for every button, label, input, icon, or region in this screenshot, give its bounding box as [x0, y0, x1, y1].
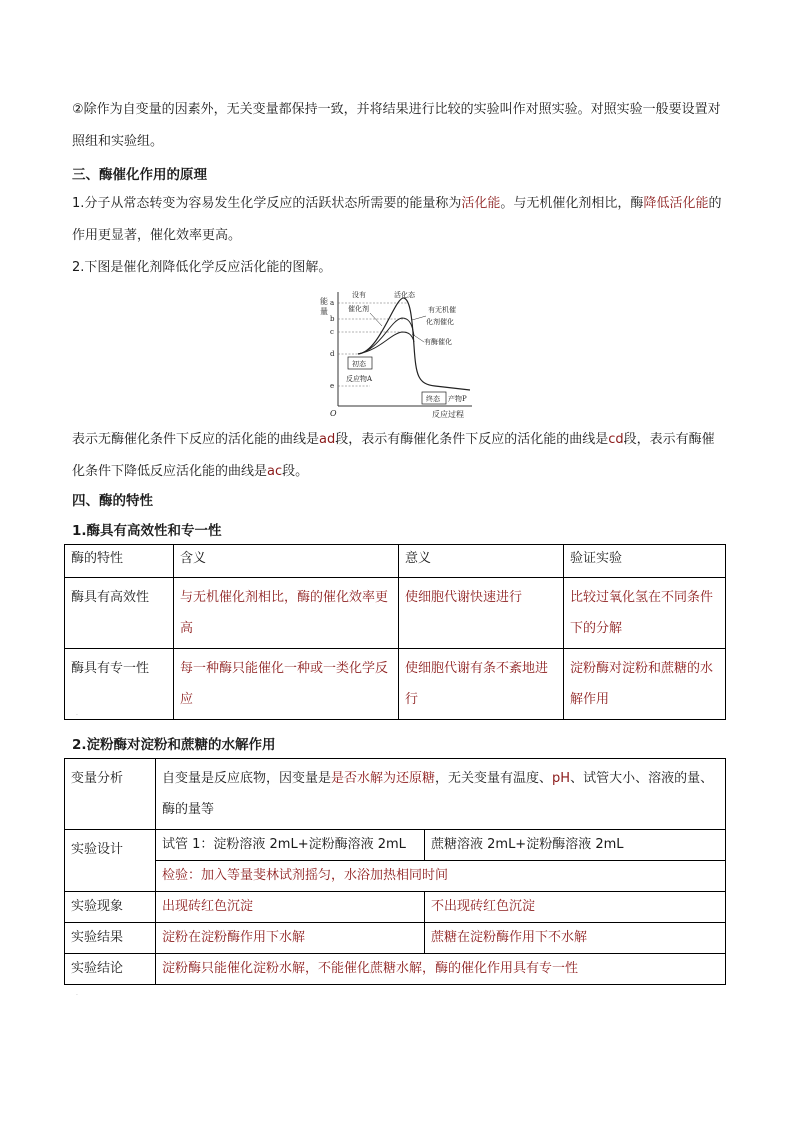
tick-c: c — [330, 328, 334, 336]
y-axis-label-1: 能 — [320, 297, 328, 306]
paragraph-figure-explanation — [72, 424, 724, 488]
table-cell: 淀粉在淀粉酶作用下水解 — [156, 923, 425, 954]
tick-b: b — [330, 315, 335, 323]
table-cell: 比较过氧化氢在不同条件下的分解 — [564, 578, 726, 649]
table-row — [65, 892, 726, 923]
table-cell: 酶具有专一性 — [65, 649, 174, 720]
row-label-phenomenon: 实验现象 — [65, 892, 156, 923]
table-cell: 使细胞代谢快速进行 — [399, 578, 564, 649]
row-label-design: 实验设计 — [65, 830, 156, 892]
text-segment: 表示无酶催化条件下反应的活化能的曲线是 — [72, 432, 320, 447]
table-cell: 酶具有高效性 — [65, 578, 174, 649]
table-row — [65, 759, 726, 830]
leader-no-catalyst — [370, 313, 382, 326]
paragraph-text: ②除作为自变量的因素外，无关变量都保持一致，并将结果进行比较的实验叫作对照实验。对照实验一般要设置对照组和实验组。 — [72, 102, 721, 149]
text-segment: 段。 — [282, 464, 309, 479]
final-state-label: 终态 — [426, 395, 440, 403]
text-segment: 段，表示有酶催化条件下反应的活化能的曲线是 — [335, 432, 609, 447]
enzyme-properties-table — [64, 544, 726, 720]
ph-term: pH — [552, 771, 571, 786]
table-cell-test: 检验：加入等量斐林试剂摇匀，水浴加热相同时间 — [156, 861, 726, 892]
table-header-cell: 验证实验 — [564, 545, 726, 578]
y-axis-label-2: 量 — [320, 307, 328, 316]
segment-cd: cd — [608, 432, 624, 447]
text-segment: 段，表示有酶催化条件下降低反应活化能的曲线是 — [72, 432, 715, 479]
tick-d: d — [330, 350, 335, 358]
table-header-row — [65, 545, 726, 578]
decorative-mark: · — [76, 712, 78, 719]
paragraph-figure-intro — [72, 252, 724, 284]
section-heading-3: 三、酶催化作用的原理 — [72, 167, 207, 183]
section-heading-4: 四、酶的特性 — [72, 493, 153, 509]
subheading-amylase-experiment: 2.淀粉酶对淀粉和蔗糖的水解作用 — [72, 737, 276, 753]
table-row — [65, 861, 726, 892]
inorganic-catalyst-label-1: 有无机催 — [428, 306, 456, 314]
segment-ac: ac — [267, 464, 283, 479]
table-row — [65, 923, 726, 954]
table-cell: 蔗糖溶液 2mL+淀粉酶溶液 2mL — [425, 830, 726, 861]
x-axis-label: 反应过程 — [432, 410, 464, 419]
term-lower-activation-energy: 降低活化能 — [643, 196, 709, 211]
product-label: 产物P — [448, 395, 467, 403]
text-segment: 。与无机催化剂相比，酶 — [500, 196, 644, 211]
table-cell: 与无机催化剂相比，酶的催化效率更高 — [174, 578, 399, 649]
table-cell: 蔗糖在淀粉酶作用下不水解 — [425, 923, 726, 954]
table-cell: 淀粉酶对淀粉和蔗糖的水解作用 — [564, 649, 726, 720]
table-cell: 使细胞代谢有条不紊地进行 — [399, 649, 564, 720]
table-cell: 不出现砖红色沉淀 — [425, 892, 726, 923]
tick-a: a — [330, 299, 335, 307]
text-segment: 1.分子从常态转变为容易发生化学反应的活跃状态所需要的能量称为 — [72, 196, 462, 211]
decorative-mark: · — [76, 992, 78, 999]
table-row — [65, 830, 726, 861]
paragraph-text: 2.下图是催化剂降低化学反应活化能的图解。 — [72, 260, 332, 275]
text-segment: 、试管大小、溶液的量、酶的量等 — [162, 771, 714, 817]
table-cell: 试管 1：淀粉溶液 2mL+淀粉酶溶液 2mL — [156, 830, 425, 861]
subheading-efficiency-specificity: 1.酶具有高效性和专一性 — [72, 523, 222, 539]
inorganic-catalyst-label-2: 化剂催化 — [426, 318, 454, 326]
row-label-conclusion: 实验结论 — [65, 954, 156, 985]
segment-ad: ad — [319, 432, 336, 447]
enzyme-catalyst-label: 有酶催化 — [424, 338, 452, 346]
paragraph-control-experiment — [72, 94, 724, 158]
activation-energy-diagram — [310, 286, 480, 422]
text-segment: 的作用更显著，催化效率更高。 — [72, 196, 722, 243]
term-activation-energy: 活化能 — [461, 196, 501, 211]
table-cell-conclusion: 淀粉酶只能催化淀粉水解，不能催化蔗糖水解，酶的催化作用具有专一性 — [156, 954, 726, 985]
table-header-cell: 含义 — [174, 545, 399, 578]
dependent-variable: 是否水解为还原糖 — [331, 771, 436, 786]
row-label-variables: 变量分析 — [65, 759, 156, 830]
active-state-label: 活化态 — [394, 291, 415, 299]
table-cell-variables — [156, 759, 726, 830]
table-header-cell: 酶的特性 — [65, 545, 174, 578]
table-row — [65, 649, 726, 720]
no-catalyst-label-1: 没有 — [352, 291, 366, 299]
tick-e: e — [330, 382, 335, 390]
text-segment: 自变量是反应底物，因变量是 — [162, 771, 332, 786]
table-cell: 每一种酶只能催化一种或一类化学反应 — [174, 649, 399, 720]
table-row — [65, 954, 726, 985]
text-segment: ，无关变量有温度、 — [435, 771, 553, 786]
no-catalyst-label-2: 催化剂 — [348, 305, 369, 313]
row-label-result: 实验结果 — [65, 923, 156, 954]
table-row — [65, 578, 726, 649]
reactant-label: 反应物A — [346, 375, 373, 383]
initial-state-label: 初态 — [352, 360, 366, 368]
leader-inorganic — [412, 316, 426, 320]
table-cell: 出现砖红色沉淀 — [156, 892, 425, 923]
table-header-cell: 意义 — [399, 545, 564, 578]
paragraph-activation-energy — [72, 188, 724, 252]
origin-label: O — [330, 409, 337, 418]
amylase-experiment-table — [64, 758, 726, 985]
